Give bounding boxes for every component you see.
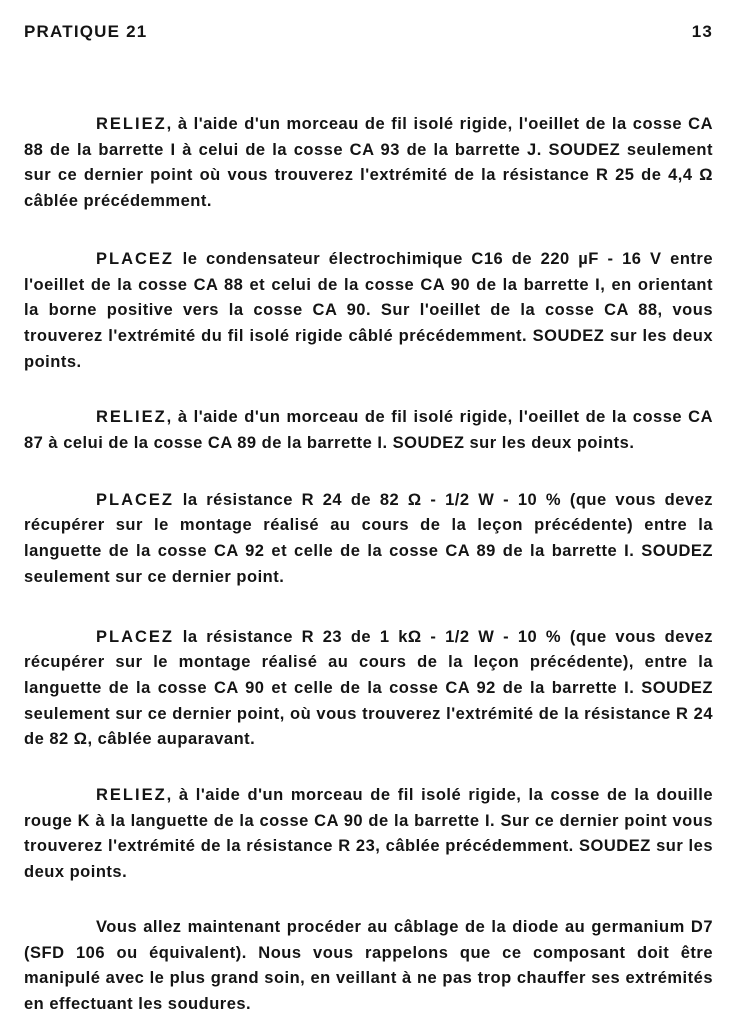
- paragraph-5: [24, 625, 713, 754]
- paragraph-3-text: , à l'aide d'un morceau de fil isolé rigide, l'oeillet de la cosse CA 87 à celui de la cosse CA 89 de la barrette I. SOUDEZ sur les deux points.: [24, 408, 713, 453]
- paragraph-5-text: la résistance R 23 de 1 kΩ - 1/2 W - 10 % (que vous devez récupérer sur le montage réalisé au cours de la leçon précédente), entre la languette de la cosse CA 90 et celle de la cosse CA 92 de la barrette I. SOUDEZ seulement sur ce dernier point, où vous trouverez l'extrémité de la résistance R 24 de 82 Ω, câblée auparavant.: [24, 627, 713, 749]
- page-title: PRATIQUE 21: [24, 22, 148, 41]
- page-body: [24, 112, 713, 1018]
- paragraph-6-verb: RELIEZ: [96, 786, 167, 805]
- paragraph-4-verb: PLACEZ: [96, 490, 174, 509]
- paragraph-2-text: le condensateur électrochimique C16 de 220 µF - 16 V entre l'oeillet de la cosse CA 88 et celui de la cosse CA 90 de la barrette I, en orientant la borne positive vers la cosse CA 90. Sur l'oeillet de la cosse CA 88, vous trouverez l'extrémité du fil isolé rigide câblé précédemment. SOUDEZ sur les deux points.: [24, 249, 713, 371]
- paragraph-2-verb: PLACEZ: [96, 249, 174, 268]
- paragraph-3: [24, 405, 713, 456]
- page-header: [24, 22, 713, 46]
- paragraph-7-text: Vous allez maintenant procéder au câblage de la diode au germanium D7 (SFD 106 ou équivalent). Nous vous rappelons que ce composant doit être manipulé avec le plus grand soin, en veillant à ne pas trop chauffer ses extrémités en effectuant les soudures.: [24, 917, 713, 1013]
- paragraph-1-verb: RELIEZ: [96, 115, 167, 133]
- paragraph-3-verb: RELIEZ: [96, 408, 167, 427]
- paragraph-4-text: la résistance R 24 de 82 Ω - 1/2 W - 10 % (que vous devez récupérer sur le montage réalisé au cours de la leçon précédente) entre la languette de la cosse CA 92 et celle de la cosse CA 89 de la barrette I. SOUDEZ seulement sur ce dernier point.: [24, 490, 713, 586]
- paragraph-2: [24, 247, 713, 376]
- paragraph-1-text: , à l'aide d'un morceau de fil isolé rigide, l'oeillet de la cosse CA 88 de la barrette I à celui de la cosse CA 93 de la barrette J. SOUDEZ seulement sur ce dernier point où vous trouverez l'extrémité de la résistance R 25 de 4,4 Ω câblée précédemment.: [24, 115, 713, 211]
- paragraph-1: [24, 112, 713, 215]
- page-number: 13: [691, 22, 713, 41]
- paragraph-6-text: , à l'aide d'un morceau de fil isolé rigide, la cosse de la douille rouge K à la languette de la cosse CA 90 de la barrette I. Sur ce dernier point vous trouverez l'extrémité de la résistance R 23, câblée précédemment. SOUDEZ sur les deux points.: [24, 786, 713, 882]
- paragraph-7: [24, 915, 713, 1018]
- paragraph-5-verb: PLACEZ: [96, 627, 174, 646]
- paragraph-4: [24, 488, 713, 591]
- paragraph-6: [24, 783, 713, 886]
